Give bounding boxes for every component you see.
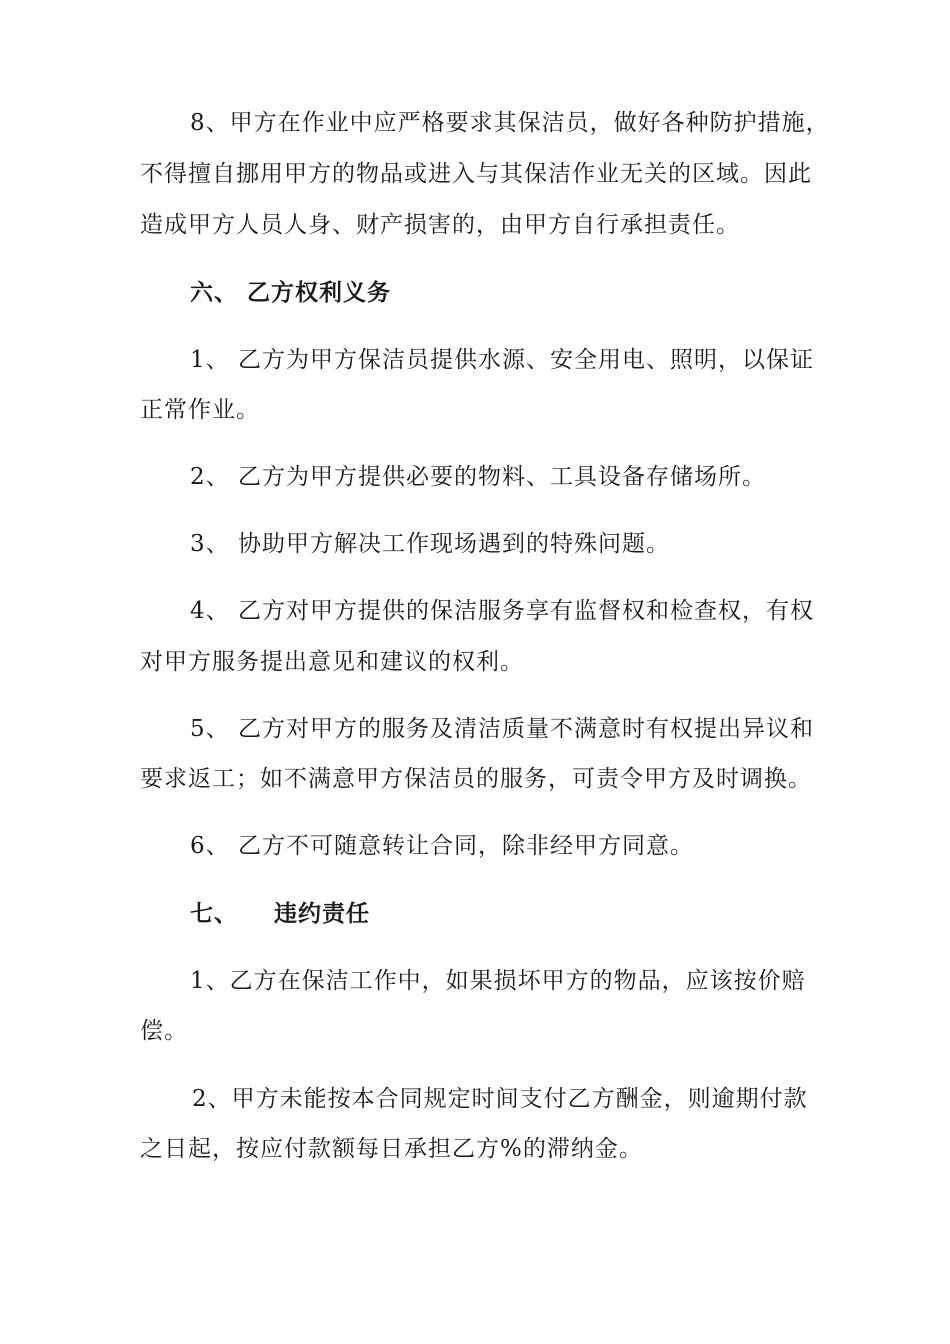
breach-item-2-line-2: 之日起，按应付款额每日承担乙方%的滞纳金。 bbox=[140, 1136, 643, 1162]
section-heading-7: 七、 违约责任 bbox=[190, 901, 371, 927]
item-1-line-2: 正常作业。 bbox=[140, 397, 260, 423]
breach-item-1-line-1: 1、乙方在保洁工作中，如果损坏甲方的物品，应该按价赔 bbox=[190, 968, 806, 994]
paragraph-8-line-1: 8、甲方在作业中应严格要求其保洁员，做好各种防护措施， bbox=[190, 110, 830, 136]
item-3-line-1: 3、 协助甲方解决工作现场遇到的特殊问题。 bbox=[190, 531, 670, 557]
paragraph-8-line-2: 不得擅自挪用甲方的物品或进入与其保洁作业无关的区域。因此 bbox=[140, 161, 812, 187]
paragraph-8-line-3: 造成甲方人员人身、财产损害的，由甲方自行承担责任。 bbox=[140, 212, 740, 238]
item-5-line-2: 要求返工；如不满意甲方保洁员的服务，可责令甲方及时调换。 bbox=[140, 766, 812, 792]
item-6-line-1: 6、 乙方不可随意转让合同，除非经甲方同意。 bbox=[190, 833, 694, 859]
item-4-line-2: 对甲方服务提出意见和建议的权利。 bbox=[140, 649, 524, 675]
item-5-line-1: 5、 乙方对甲方的服务及清洁质量不满意时有权提出异议和 bbox=[190, 716, 814, 742]
item-4-line-1: 4、 乙方对甲方提供的保洁服务享有监督权和检查权，有权 bbox=[190, 598, 814, 624]
item-2-line-1: 2、 乙方为甲方提供必要的物料、工具设备存储场所。 bbox=[190, 464, 766, 490]
breach-item-1-line-2: 偿。 bbox=[140, 1018, 188, 1044]
section-heading-6: 六、 乙方权利义务 bbox=[190, 280, 392, 306]
item-1-line-1: 1、 乙方为甲方保洁员提供水源、安全用电、照明，以保证 bbox=[190, 347, 814, 373]
breach-item-2-line-1: 2、甲方未能按本合同规定时间支付乙方酬金，则逾期付款 bbox=[192, 1086, 808, 1112]
